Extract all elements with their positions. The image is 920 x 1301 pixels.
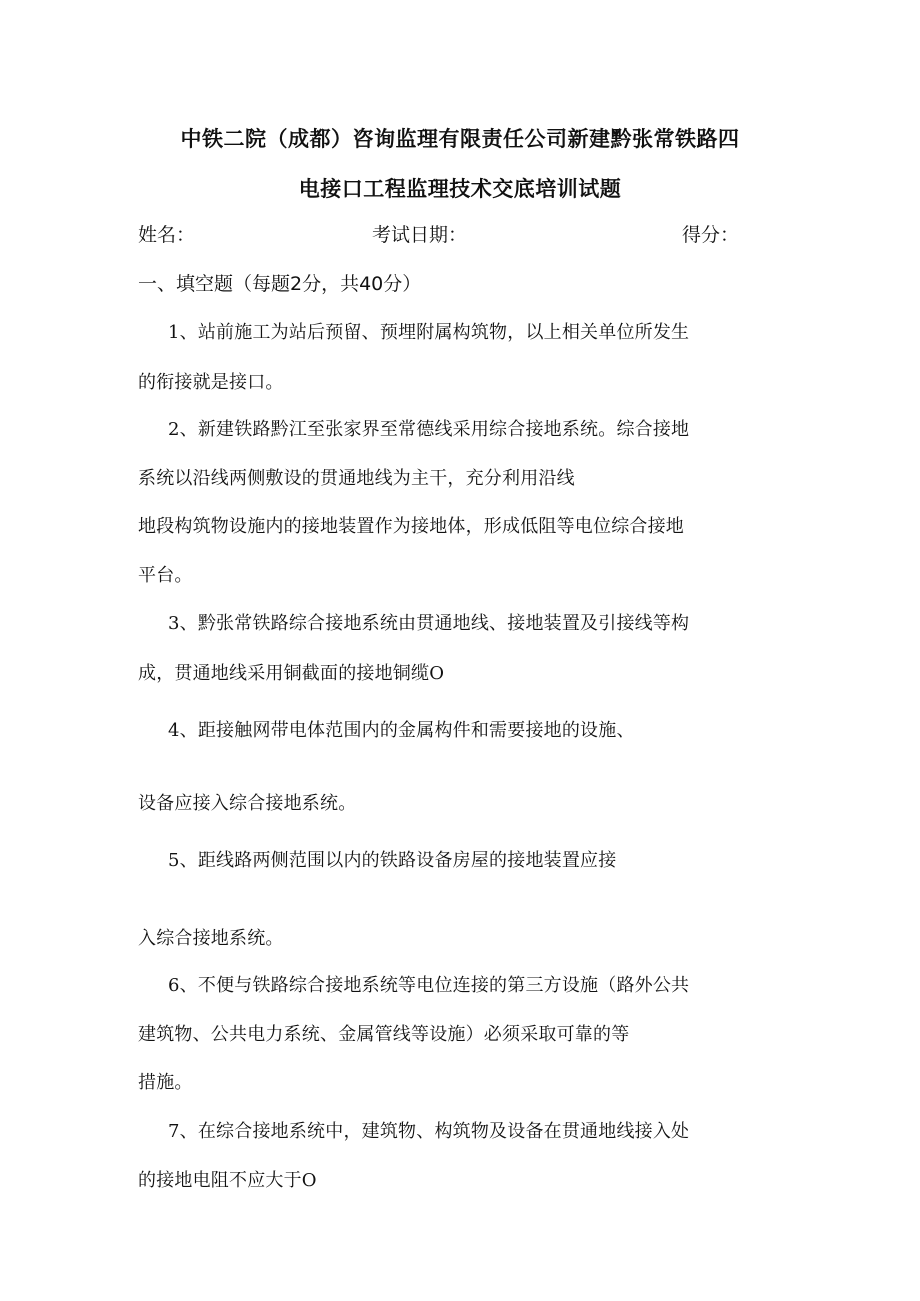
question-2-line-3: 地段构筑物设施内的接地装置作为接地体，形成低阻等电位综合接地: [138, 516, 684, 537]
question-7-line-1: 7、在综合接地系统中，建筑物、构筑物及设备在贯通地线接入处: [168, 1121, 690, 1142]
question-5-line-2: 入综合接地系统。: [138, 928, 284, 949]
question-3-line-2: 成，贯通地线采用铜截面的接地铜缆O: [138, 663, 445, 684]
score-label: 得分：: [682, 224, 740, 246]
exam-title-line-1: 中铁二院（成都）咨询监理有限责任公司新建黔张常铁路四: [180, 127, 740, 151]
question-5-line-1: 5、距线路两侧范围以内的铁路设备房屋的接地装置应接: [168, 850, 617, 871]
question-2-line-2: 系统以沿线两侧敷设的贯通地线为主干，充分利用沿线: [138, 468, 575, 489]
question-1-line-2: 的衔接就是接口。: [138, 372, 284, 393]
exam-date-label: 考试日期：: [372, 224, 468, 246]
question-2-line-1: 2、新建铁路黔江至张家界至常德线采用综合接地系统。综合接地: [168, 419, 690, 440]
question-6-line-2: 建筑物、公共电力系统、金属管线等设施）必须采取可靠的等: [138, 1024, 630, 1045]
question-7-line-2: 的接地电阻不应大于O: [138, 1170, 317, 1191]
question-6-line-1: 6、不便与铁路综合接地系统等电位连接的第三方设施（路外公共: [168, 975, 690, 996]
question-4-line-2: 设备应接入综合接地系统。: [138, 793, 357, 814]
question-2-line-4: 平台。: [138, 565, 193, 586]
question-6-line-3: 措施。: [138, 1072, 193, 1093]
question-1-line-1: 1、站前施工为站后预留、预埋附属构筑物，以上相关单位所发生: [168, 322, 690, 343]
question-4-line-1: 4、距接触网带电体范围内的金属构件和需要接地的设施、: [168, 720, 635, 741]
name-label: 姓名：: [138, 224, 196, 246]
exam-title-line-2: 电接口工程监理技术交底培训试题: [298, 177, 622, 201]
section-heading-fill-in-blank: 一、填空题（每题2分，共40分）: [138, 273, 422, 295]
question-3-line-1: 3、黔张常铁路综合接地系统由贯通地线、接地装置及引接线等构: [168, 613, 690, 634]
